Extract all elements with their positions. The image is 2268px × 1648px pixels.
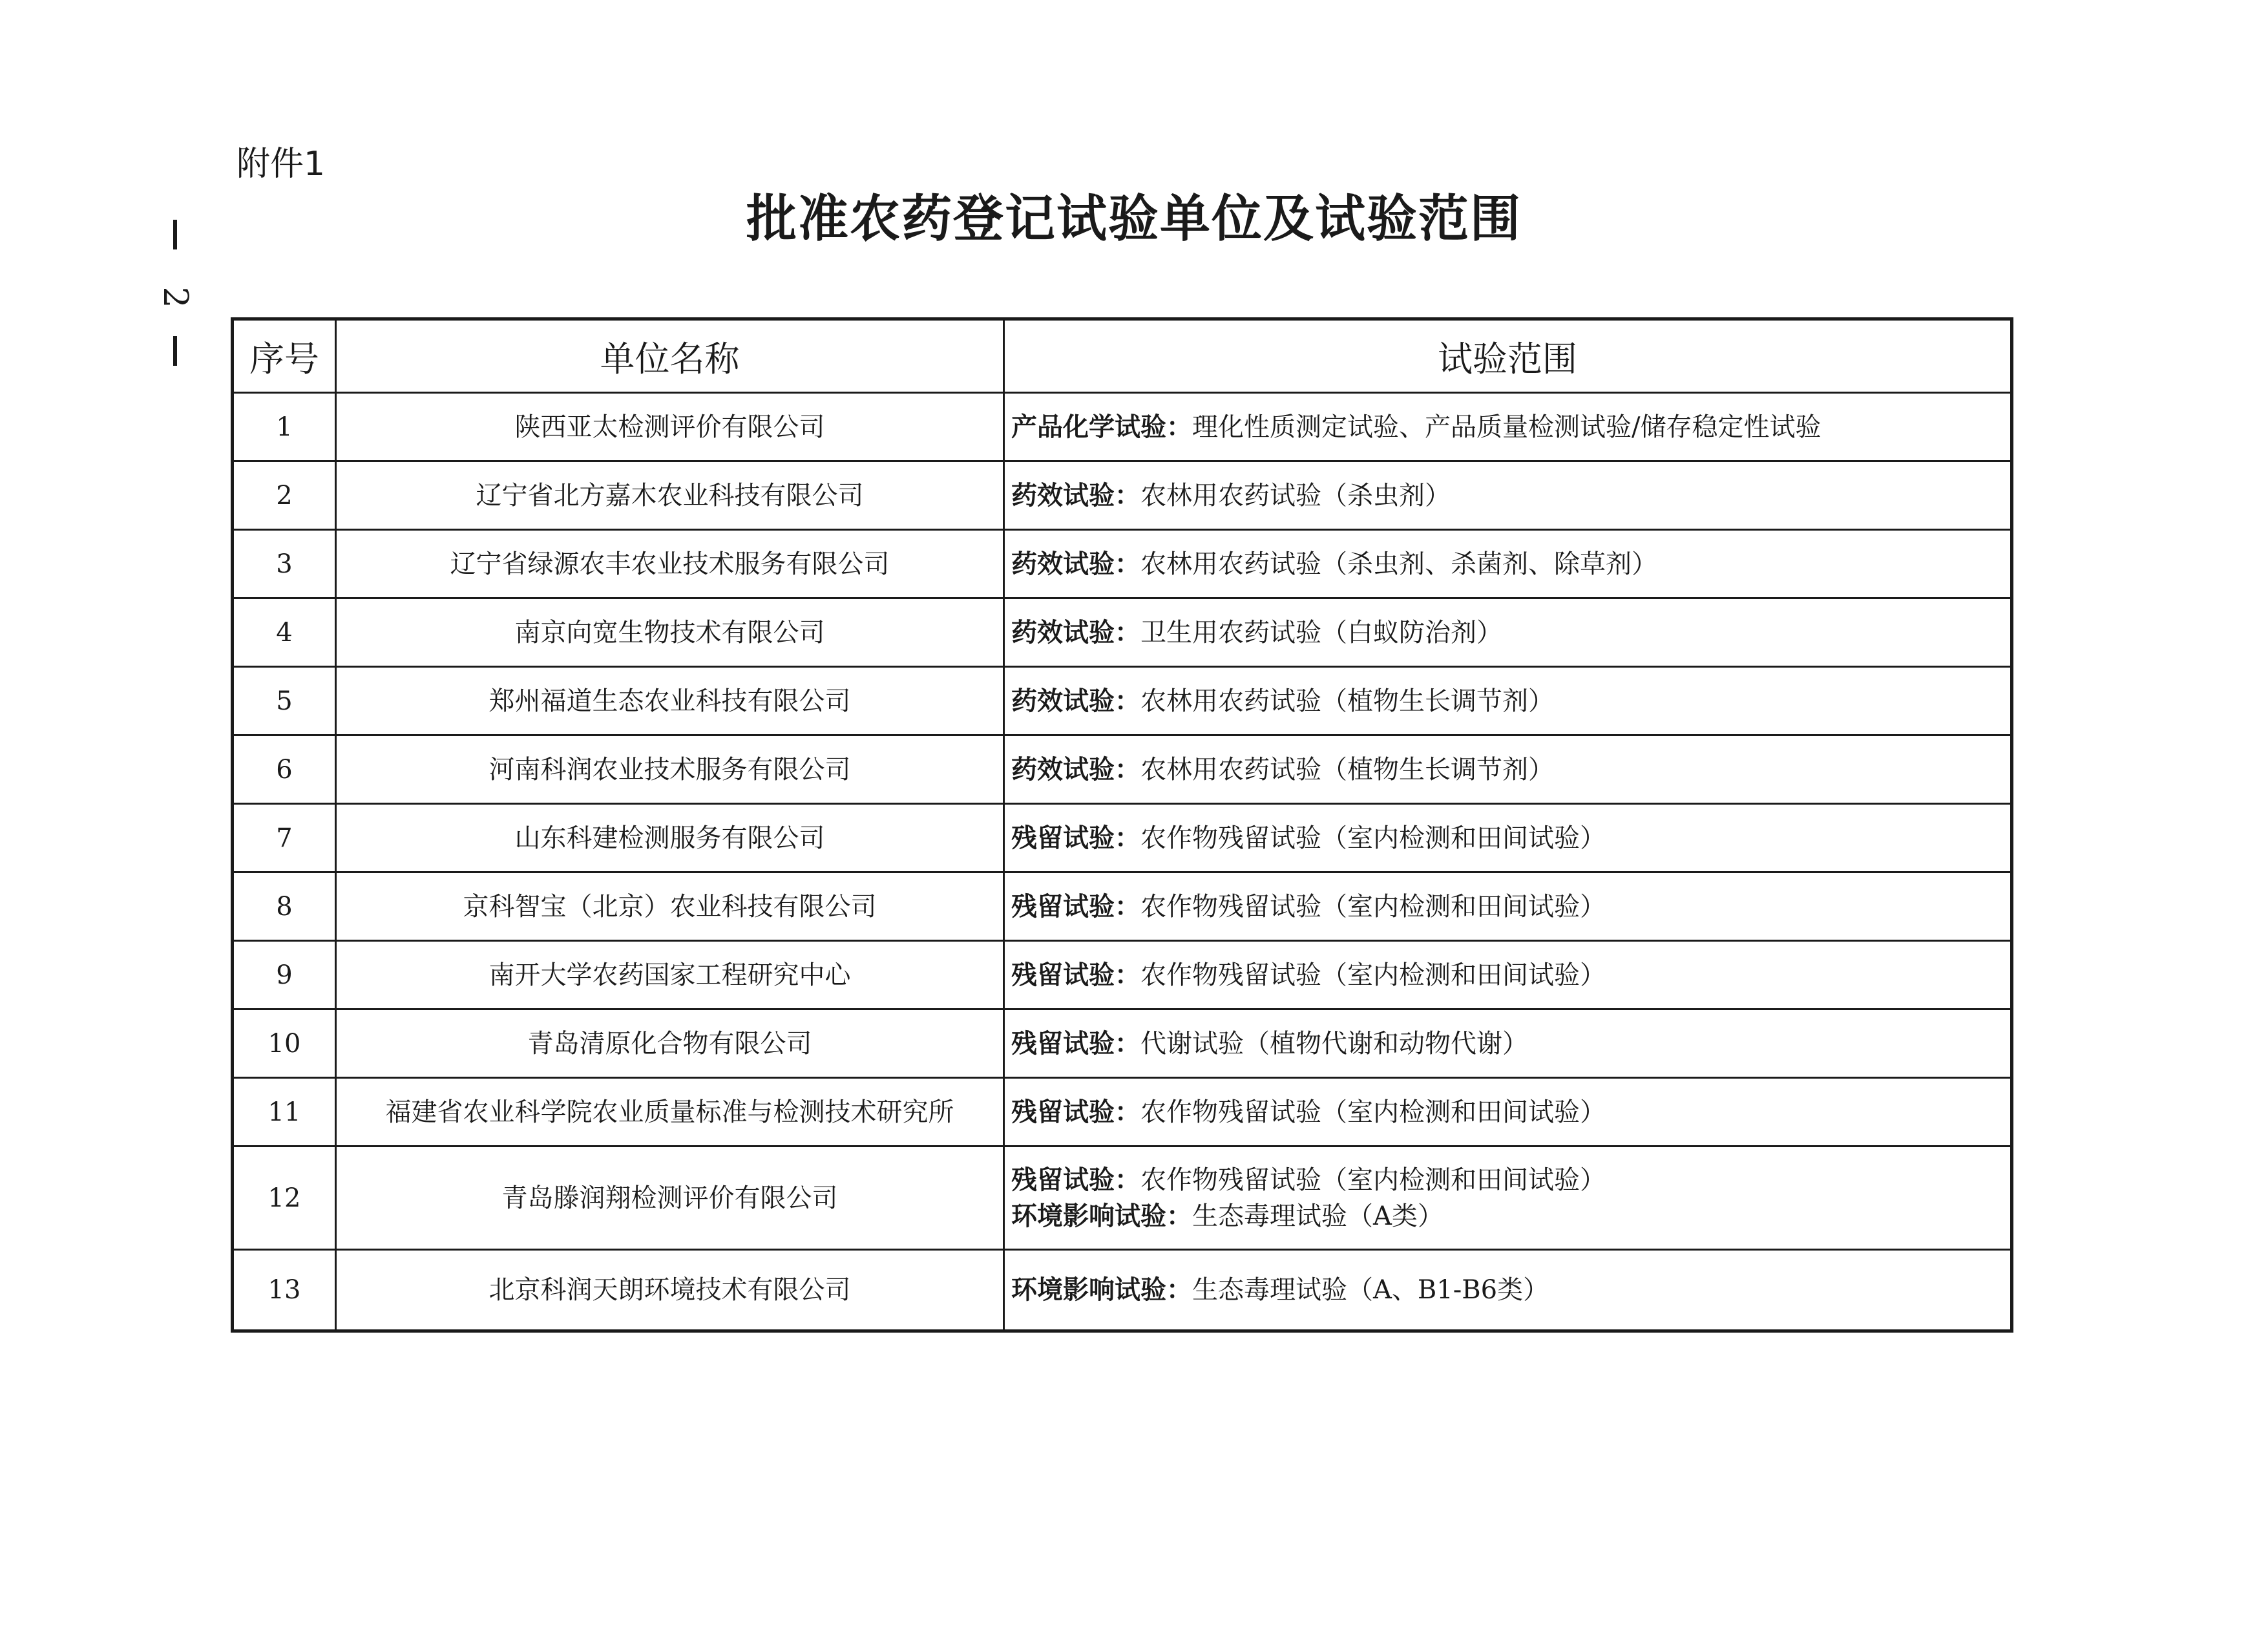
scope-line — [1011, 957, 2010, 993]
cell-test-scope — [1004, 598, 2012, 667]
scope-detail: 农作物残留试验（室内检测和田间试验） — [1140, 891, 1606, 922]
header-serial-number: 序号 — [233, 319, 336, 393]
cell-unit-name: 郑州福道生态农业科技有限公司 — [336, 667, 1004, 735]
scope-category: 残留试验： — [1011, 1028, 1140, 1059]
scope-category: 环境影响试验： — [1011, 1201, 1192, 1231]
table-row — [233, 941, 2012, 1009]
scope-line — [1011, 615, 2010, 651]
cell-unit-name: 南京向宽生物技术有限公司 — [336, 598, 1004, 667]
page-marker-dash-bottom — [173, 336, 177, 366]
table-row — [233, 1146, 2012, 1250]
table-row — [233, 872, 2012, 941]
cell-serial-number: 5 — [233, 667, 336, 735]
registration-table — [231, 317, 2013, 1333]
cell-test-scope — [1004, 1009, 2012, 1078]
scope-category: 药效试验： — [1011, 617, 1140, 648]
scope-line — [1011, 409, 2010, 445]
scope-detail: 农作物残留试验（室内检测和田间试验） — [1140, 1165, 1606, 1195]
cell-test-scope — [1004, 461, 2012, 530]
cell-test-scope — [1004, 872, 2012, 941]
cell-serial-number: 9 — [233, 941, 336, 1009]
scope-line — [1011, 889, 2010, 925]
page-number-marker — [156, 213, 204, 368]
table-row — [233, 598, 2012, 667]
scope-category: 药效试验： — [1011, 480, 1140, 511]
cell-test-scope — [1004, 941, 2012, 1009]
cell-unit-name: 辽宁省绿源农丰农业技术服务有限公司 — [336, 530, 1004, 598]
table-body — [233, 393, 2012, 1331]
table-row — [233, 735, 2012, 804]
scope-detail: 农作物残留试验（室内检测和田间试验） — [1140, 960, 1606, 990]
table-row — [233, 393, 2012, 461]
scope-detail: 农林用农药试验（杀虫剂） — [1140, 480, 1451, 511]
scope-line — [1011, 683, 2010, 719]
table-row — [233, 1009, 2012, 1078]
scope-detail: 代谢试验（植物代谢和动物代谢） — [1140, 1028, 1528, 1059]
cell-test-scope — [1004, 1250, 2012, 1331]
cell-serial-number: 11 — [233, 1078, 336, 1146]
cell-unit-name: 辽宁省北方嘉木农业科技有限公司 — [336, 461, 1004, 530]
scope-detail: 理化性质测定试验、产品质量检测试验/储存稳定性试验 — [1192, 412, 1822, 442]
scope-detail: 卫生用农药试验（白蚁防治剂） — [1140, 617, 1502, 648]
cell-serial-number: 1 — [233, 393, 336, 461]
cell-serial-number: 13 — [233, 1250, 336, 1331]
scope-line — [1011, 1162, 2010, 1198]
scope-category: 残留试验： — [1011, 1165, 1140, 1195]
cell-unit-name: 南开大学农药国家工程研究中心 — [336, 941, 1004, 1009]
table-row — [233, 530, 2012, 598]
cell-serial-number: 6 — [233, 735, 336, 804]
table-row — [233, 1078, 2012, 1146]
cell-serial-number: 2 — [233, 461, 336, 530]
scope-category: 残留试验： — [1011, 823, 1140, 853]
cell-test-scope — [1004, 667, 2012, 735]
scope-line — [1011, 1198, 2010, 1234]
table-row — [233, 1250, 2012, 1331]
scope-line — [1011, 820, 2010, 856]
scope-category: 环境影响试验： — [1011, 1275, 1192, 1305]
scope-category: 药效试验： — [1011, 549, 1140, 579]
scope-detail: 农作物残留试验（室内检测和田间试验） — [1140, 823, 1606, 853]
scope-detail: 生态毒理试验（A类） — [1192, 1201, 1444, 1231]
cell-unit-name: 河南科润农业技术服务有限公司 — [336, 735, 1004, 804]
cell-unit-name: 陕西亚太检测评价有限公司 — [336, 393, 1004, 461]
scope-detail: 农林用农药试验（植物生长调节剂） — [1140, 686, 1554, 716]
page-number: 2 — [156, 286, 194, 308]
scope-category: 药效试验： — [1011, 754, 1140, 785]
cell-test-scope — [1004, 735, 2012, 804]
scope-line — [1011, 546, 2010, 582]
cell-serial-number: 7 — [233, 804, 336, 872]
scope-category: 药效试验： — [1011, 686, 1140, 716]
scope-category: 残留试验： — [1011, 1097, 1140, 1127]
cell-test-scope — [1004, 1146, 2012, 1250]
cell-unit-name: 青岛滕润翔检测评价有限公司 — [336, 1146, 1004, 1250]
scope-line — [1011, 478, 2010, 514]
scope-category: 残留试验： — [1011, 960, 1140, 990]
scope-line — [1011, 752, 2010, 788]
scope-detail: 农作物残留试验（室内检测和田间试验） — [1140, 1097, 1606, 1127]
scope-line — [1011, 1094, 2010, 1130]
scope-detail: 农林用农药试验（植物生长调节剂） — [1140, 754, 1554, 785]
cell-test-scope — [1004, 530, 2012, 598]
cell-unit-name: 福建省农业科学院农业质量标准与检测技术研究所 — [336, 1078, 1004, 1146]
page-marker-dash-top — [173, 220, 177, 249]
table-row — [233, 667, 2012, 735]
cell-serial-number: 10 — [233, 1009, 336, 1078]
page-title: 批准农药登记试验单位及试验范围 — [746, 190, 1522, 248]
scope-line — [1011, 1026, 2010, 1062]
header-test-scope: 试验范围 — [1004, 319, 2012, 393]
scope-category: 残留试验： — [1011, 891, 1140, 922]
scope-detail: 农林用农药试验（杀虫剂、杀菌剂、除草剂） — [1140, 549, 1657, 579]
cell-unit-name: 青岛清原化合物有限公司 — [336, 1009, 1004, 1078]
attachment-label: 附件1 — [236, 145, 326, 184]
cell-serial-number: 4 — [233, 598, 336, 667]
table-row — [233, 461, 2012, 530]
scope-detail: 生态毒理试验（A、B1-B6类） — [1192, 1275, 1549, 1305]
header-unit-name: 单位名称 — [336, 319, 1004, 393]
cell-serial-number: 3 — [233, 530, 336, 598]
cell-serial-number: 8 — [233, 872, 336, 941]
cell-unit-name: 北京科润天朗环境技术有限公司 — [336, 1250, 1004, 1331]
cell-serial-number: 12 — [233, 1146, 336, 1250]
cell-test-scope — [1004, 804, 2012, 872]
cell-test-scope — [1004, 1078, 2012, 1146]
table-header-row — [233, 319, 2012, 393]
scope-line — [1011, 1272, 2010, 1308]
cell-unit-name: 京科智宝（北京）农业科技有限公司 — [336, 872, 1004, 941]
table-row — [233, 804, 2012, 872]
cell-unit-name: 山东科建检测服务有限公司 — [336, 804, 1004, 872]
cell-test-scope — [1004, 393, 2012, 461]
scope-category: 产品化学试验： — [1011, 412, 1192, 442]
